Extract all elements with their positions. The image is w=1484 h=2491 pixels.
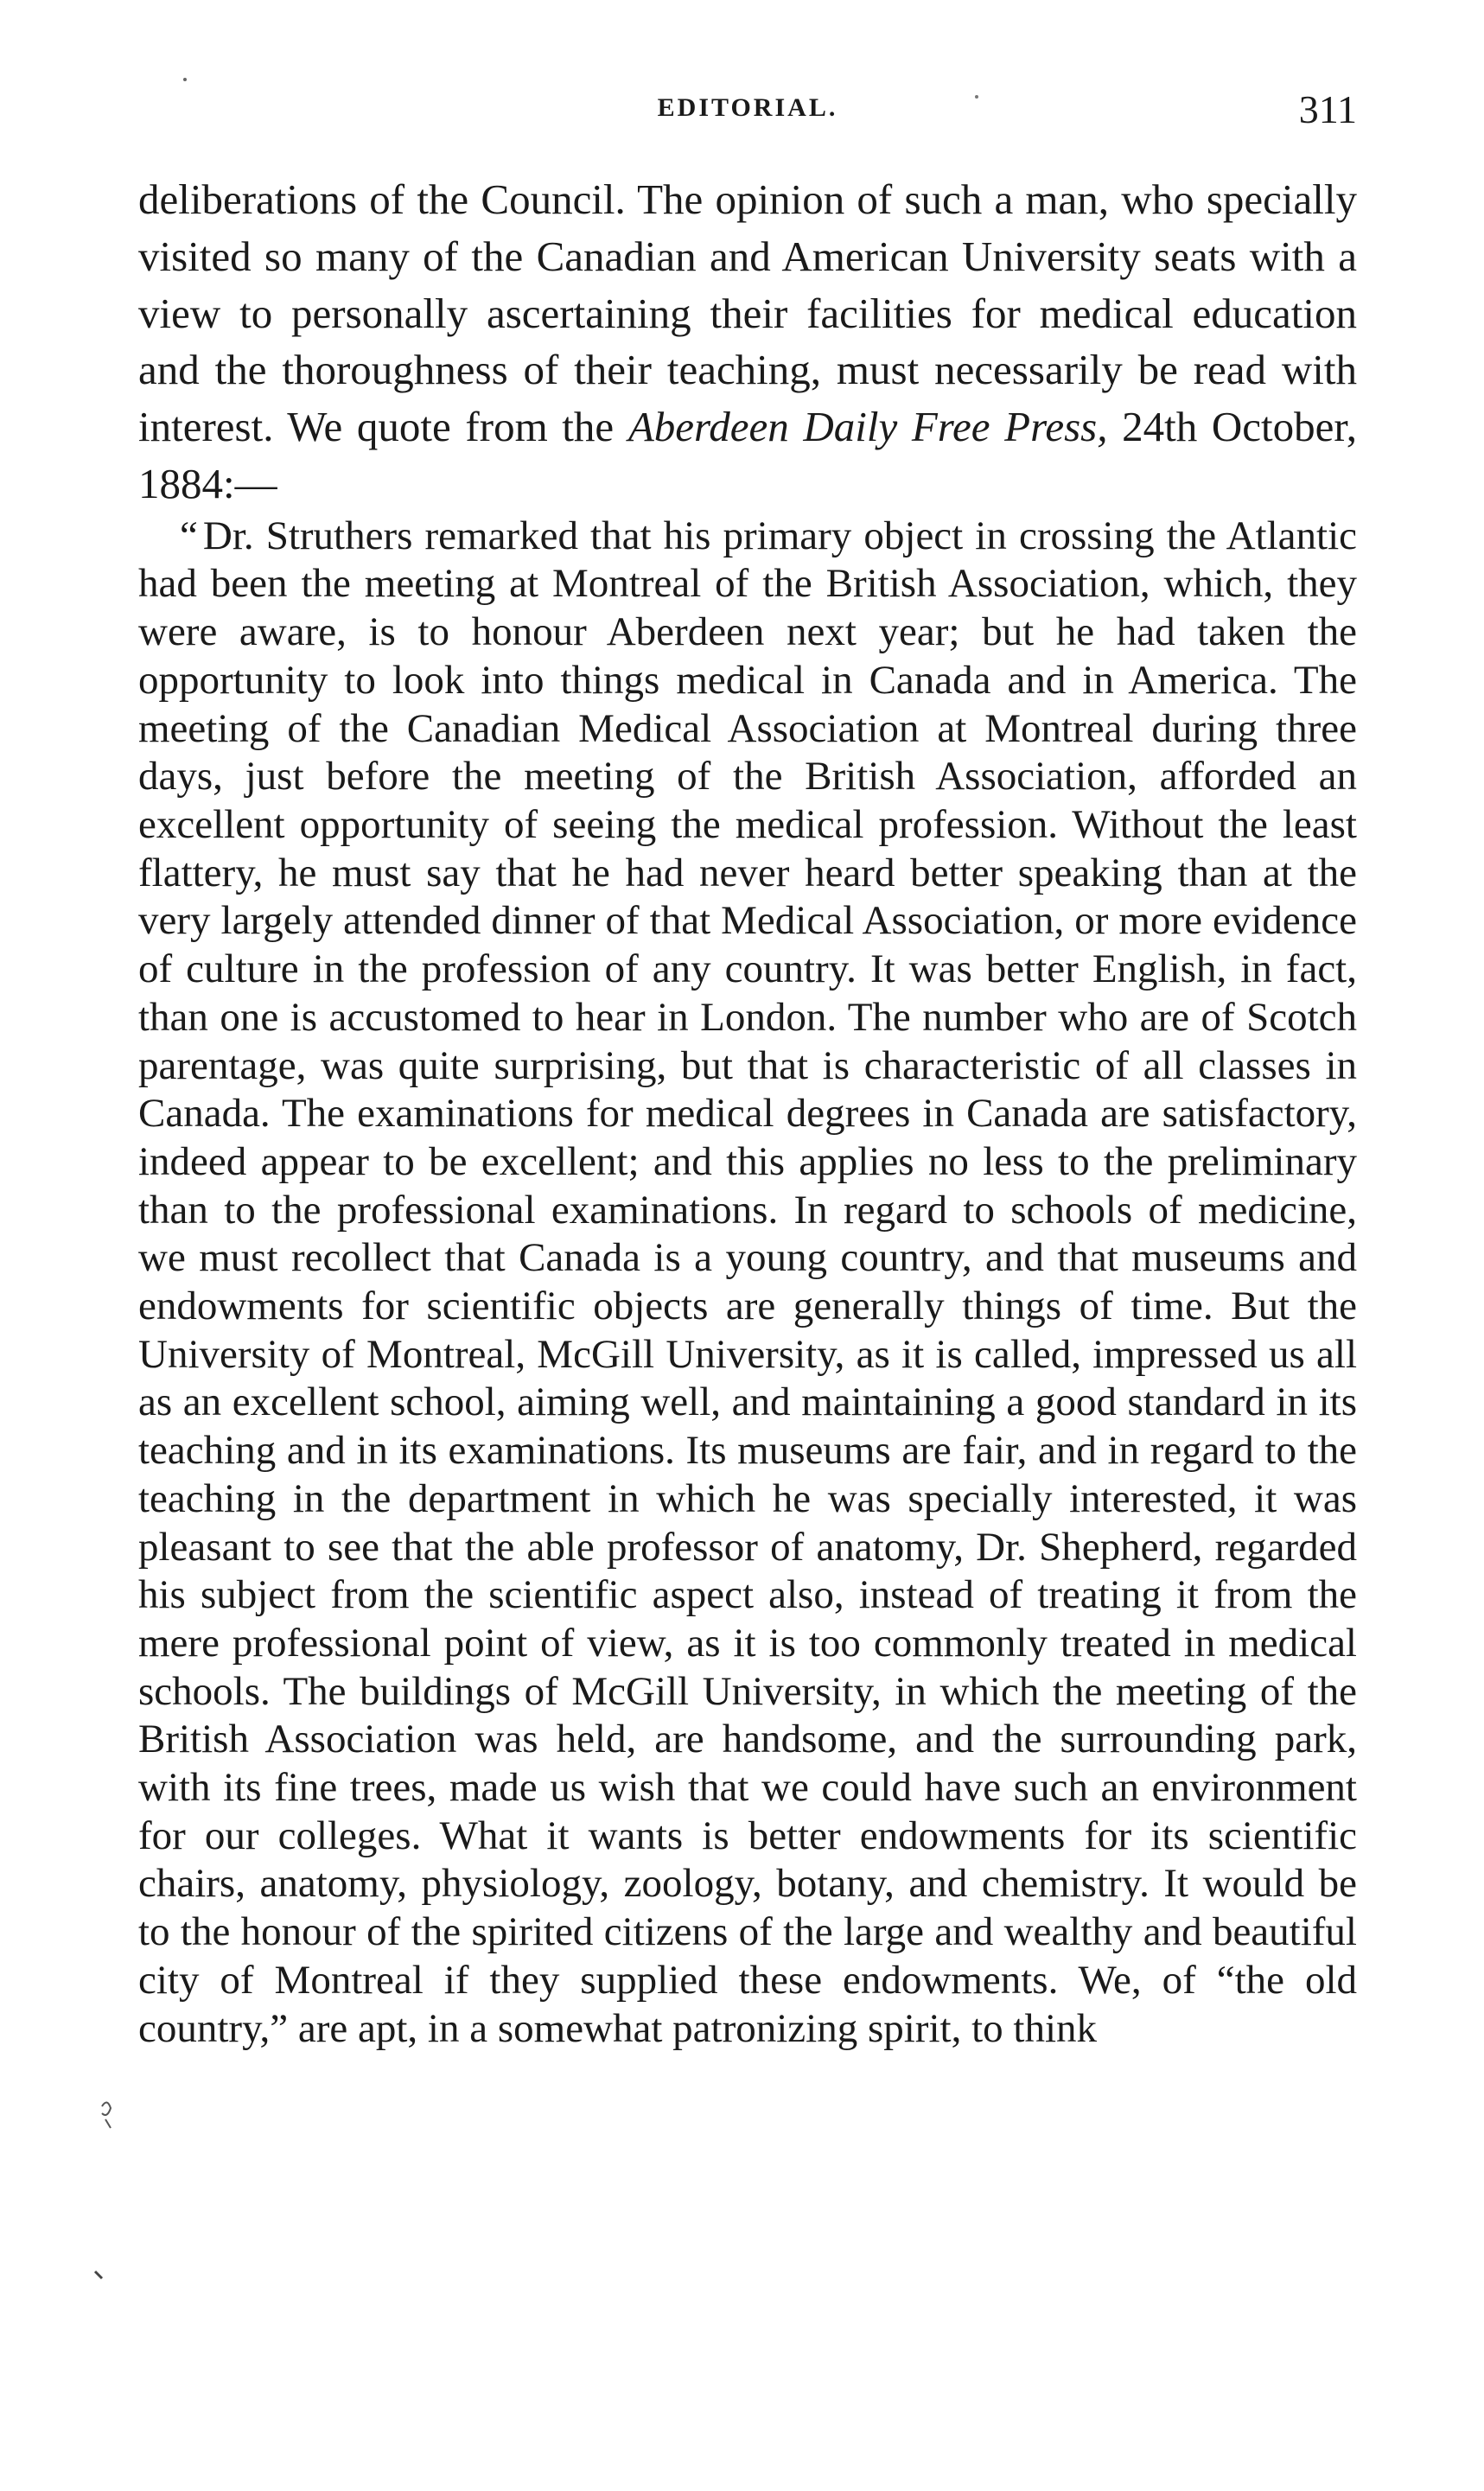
quoted-text: Dr. Struthers remarked that his primary object in crossing the Atlantic had been the meeting at Montreal of the British Association, which, they were aware, is to honour Aberdeen next year; but he had taken the opportunity to look into things medical in Canada and in America. The meeting of the Canadian Medical Association at Montreal during three days, just before the meeting of the British Association, afforded an excellent opportunity of seeing the medical profession. Without the least flattery, he must say that he had never heard better speaking than at the very largely attended dinner of that Medical Association, or more evidence of culture in the profession of any country. It was better English, in fact, than one is accustomed to hear in London. The number who are of Scotch parentage, was quite surprising, but that is characteristic of all classes in Canada. The examinations for medical degrees in Canada are satisfactory, indeed appear to be excellent; and this applies no less to the preliminary than to the professional examinations. In regard to schools of medicine, we must recollect that Canada is a young country, and that museums and endowments for scientific objects are generally things of time. But the University of Montreal, McGill University, as it is called, impressed us all as an excellent school, aiming well, and maintaining a good standard in its teaching and in its examinations. Its museums are fair, and in regard to the teaching in the department in which he was specially interested, it was pleasant to see that the able professor of anatomy, Dr. Shepherd, regarded his subject from the scientific aspect also, instead of treating it from the mere professional point of view, as it is too commonly treated in medical schools. The buildings of McGill University, in which the meeting of the British Association was held, are handsome, and the surrounding park, with its fine trees, made us wish that we could have such an environment for our colleges. What it wants is better endowments for its scientific chairs, anatomy, physiology, zoology, botany, and chemistry. It would be to the honour of the spirited citizens of the large and wealthy and beautiful city of Montreal if they supplied these endowments. We, of “the old country,” are apt, in a somewhat patronizing spirit, to think [138,513,1357,2051]
source-publication: Aberdeen Daily Free Press, [627,403,1108,451]
source-date: 24th October, 1884:— [138,403,1358,507]
running-title: EDITORIAL. [657,93,838,122]
running-head [138,86,1357,147]
text-column [138,171,1357,2053]
intro-paragraph [138,171,1357,513]
lower-left-margin-mark [95,2271,102,2278]
quoted-passage [138,513,1357,2054]
page-number: 311 [1298,87,1357,131]
opening-quote-mark: “ [180,513,198,558]
intro-text: deliberations of the Council. The opinion of such a man, who specially visited so many of the Canadian and American University seats with a view to personally ascertaining their facilities for medical education and the thoroughness of their teaching, must necessarily be read with interest. We quote from the [138,175,1357,451]
top-left-speck [183,78,187,81]
left-margin-pencil-mark [102,2102,111,2128]
